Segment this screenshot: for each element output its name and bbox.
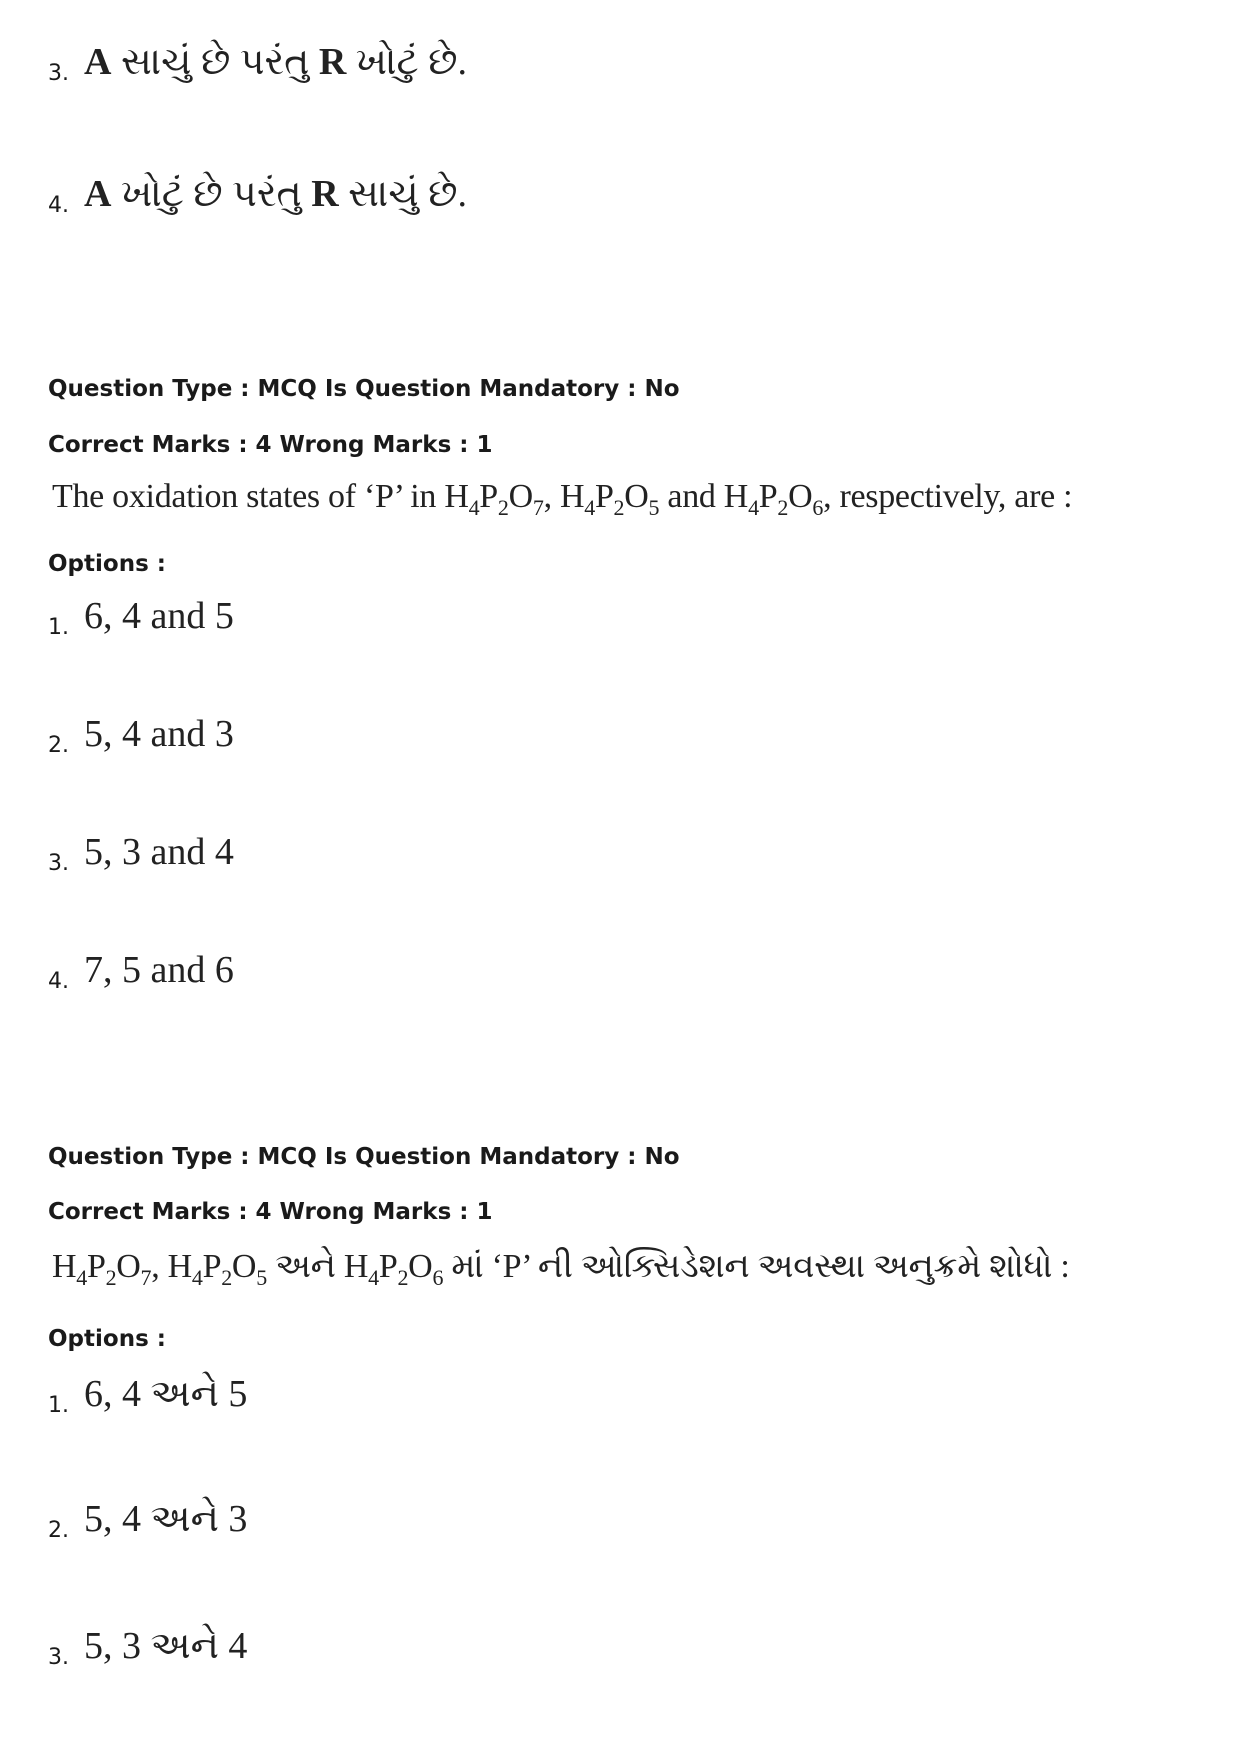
marks-line: Correct Marks : 4 Wrong Marks : 1: [48, 1199, 493, 1225]
option-item: [48, 712, 234, 758]
option-text: 5, 3 and 4: [84, 831, 234, 873]
question-type-line: Question Type : MCQ Is Question Mandatory : No: [48, 1144, 680, 1170]
option-text-end: ખોટું છે.: [346, 41, 468, 83]
reason-letter: R: [318, 41, 347, 83]
question-type-line: Question Type : MCQ Is Question Mandatory : No: [48, 376, 680, 402]
option-item: [48, 1372, 247, 1418]
option-item: [48, 1624, 247, 1670]
option-text: 5, 4 and 3: [84, 713, 234, 755]
option-item: [48, 594, 234, 640]
option-item: [48, 1497, 247, 1543]
option-text: 6, 4 and 5: [84, 595, 234, 637]
option-number: 1.: [48, 1393, 69, 1418]
option-text: [84, 41, 467, 83]
option-text: 5, 4 અને 3: [84, 1498, 248, 1540]
option-number: 3.: [48, 1645, 69, 1670]
option-text: 5, 3 અને 4: [84, 1625, 248, 1667]
assertion-letter: A: [84, 173, 112, 215]
option-number: 2.: [48, 1518, 69, 1543]
options-label: Options :: [48, 551, 166, 577]
option-item: [48, 948, 234, 994]
assertion-letter: A: [84, 41, 112, 83]
marks-line: Correct Marks : 4 Wrong Marks : 1: [48, 432, 493, 458]
option-text-mid: સાચું છે પરંતુ: [111, 41, 319, 83]
option-number: 4.: [48, 969, 69, 994]
option-item: [48, 830, 234, 876]
option-text: [84, 173, 467, 215]
prev-option-3: [48, 40, 467, 86]
option-number: 1.: [48, 615, 69, 640]
option-text: 7, 5 and 6: [84, 949, 234, 991]
question-text: $H_4P_2O_7$, $H_4P_2O_5$ અને $H_4P_2O_6$ માં ‘P’ ની ઓક્સિડેશન અવસ્થા અનુક્રમે શોધો :: [52, 1248, 1070, 1290]
option-number: 4.: [48, 193, 69, 218]
option-text: 6, 4 અને 5: [84, 1373, 248, 1415]
option-text-end: સાચું છે.: [338, 173, 468, 215]
option-text-mid: ખોટું છે પરંતુ: [111, 173, 312, 215]
prev-option-4: [48, 172, 467, 218]
options-label: Options :: [48, 1326, 166, 1352]
reason-letter: R: [311, 173, 339, 215]
option-number: 2.: [48, 733, 69, 758]
option-number: 3.: [48, 61, 69, 86]
question-text: The oxidation states of ‘P’ in $H_4P_2O_7$, $H_4P_2O_5$ and $H_4P_2O_6$, respectively, are :: [52, 478, 1073, 520]
option-number: 3.: [48, 851, 69, 876]
